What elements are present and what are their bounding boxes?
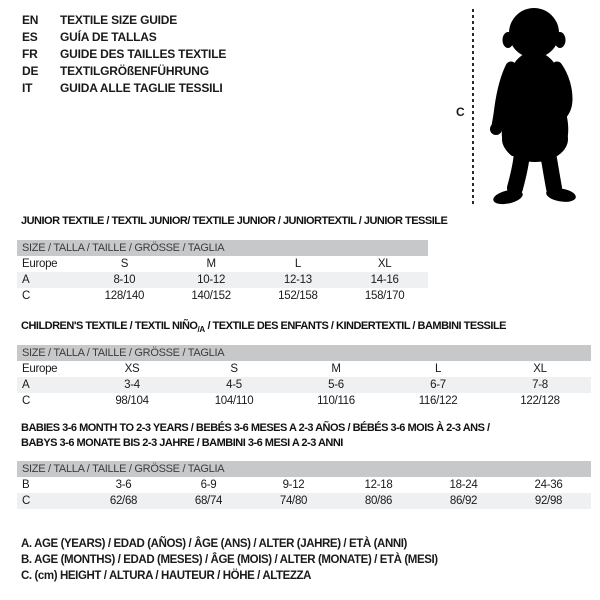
height-cell: 86/92 bbox=[449, 495, 478, 507]
junior-row-height bbox=[17, 288, 428, 304]
language-row-it bbox=[22, 80, 226, 97]
row-label: C bbox=[22, 290, 31, 302]
children-size-header-bar: SIZE / TALLA / TAILLE / GRÖSSE / TAGLIA bbox=[17, 345, 591, 361]
language-title-list bbox=[22, 12, 226, 97]
junior-section-title: JUNIOR TEXTILE / TEXTIL JUNIOR/ TEXTILE JUNIOR / JUNIORTEXTIL / JUNIOR TESSILE bbox=[21, 215, 448, 227]
size-cell: XL bbox=[377, 258, 392, 270]
language-row-de bbox=[22, 63, 226, 80]
age-cell: 7-8 bbox=[532, 379, 548, 391]
size-cell: S bbox=[230, 363, 238, 375]
children-row-height bbox=[17, 393, 591, 409]
age-cell: 6-7 bbox=[430, 379, 446, 391]
months-cell: 24-36 bbox=[534, 479, 563, 491]
months-cell: 9-12 bbox=[282, 479, 305, 491]
children-title-suffix: / TEXTILE DES ENFANTS / KINDERTEXTIL / BAMBINI TESSILE bbox=[204, 320, 506, 332]
age-cell: 8-10 bbox=[113, 274, 136, 286]
babies-section-title bbox=[21, 421, 490, 451]
children-title-prefix: CHILDREN'S TEXTILE / TEXTIL NIÑO bbox=[21, 320, 198, 332]
months-cell: 12-18 bbox=[364, 479, 393, 491]
row-label: Europe bbox=[22, 258, 58, 270]
row-label: B bbox=[22, 479, 30, 491]
size-cell: S bbox=[120, 258, 129, 270]
junior-row-age bbox=[17, 272, 428, 288]
junior-row-europe bbox=[17, 256, 428, 272]
language-row-es bbox=[22, 29, 226, 46]
size-cell: L bbox=[294, 258, 301, 270]
legend-notes bbox=[21, 536, 438, 584]
children-size-table bbox=[17, 345, 591, 409]
row-label: C bbox=[22, 495, 31, 507]
height-cell: 152/158 bbox=[278, 290, 318, 302]
language-code: FR bbox=[22, 47, 38, 61]
note-a-age-years: A. AGE (YEARS) / EDAD (AÑOS) / ÂGE (ANS) / ALTER (JAHRE) / ETÀ (ANNI) bbox=[21, 538, 407, 550]
size-cell: XL bbox=[533, 363, 547, 375]
babies-title-line2: BABYS 3-6 MONATE BIS 2-3 JAHRE / BAMBINI 3-6 MESI A 2-3 ANNI bbox=[21, 437, 343, 449]
age-cell: 5-6 bbox=[328, 379, 344, 391]
height-cell: 116/122 bbox=[418, 395, 458, 407]
size-cell: M bbox=[331, 363, 341, 375]
height-dashed-line bbox=[472, 9, 474, 207]
babies-title-line1: BABIES 3-6 MONTH TO 2-3 YEARS / BEBÉS 3-6 MESES A 2-3 AÑOS / BÉBÉS 3-6 MOIS À 2-3 ANS / bbox=[21, 422, 490, 434]
height-cell: 104/110 bbox=[214, 395, 254, 407]
guide-title-fr: GUIDE DES TAILLES TEXTILE bbox=[60, 47, 227, 61]
babies-row-months bbox=[17, 477, 591, 493]
months-cell: 6-9 bbox=[200, 479, 217, 491]
language-row-en bbox=[22, 12, 226, 29]
guide-title-es: GUÍA DE TALLAS bbox=[60, 30, 157, 44]
age-cell: 4-5 bbox=[226, 379, 242, 391]
guide-title-en: TEXTILE SIZE GUIDE bbox=[60, 13, 178, 27]
row-label: A bbox=[22, 379, 30, 391]
height-measure-c-label: C bbox=[456, 105, 465, 119]
height-cell: 158/170 bbox=[364, 290, 405, 302]
children-section-title bbox=[21, 320, 506, 334]
size-cell: XS bbox=[124, 363, 140, 375]
height-cell: 110/116 bbox=[317, 395, 355, 407]
row-label: A bbox=[22, 274, 30, 286]
language-row-fr bbox=[22, 46, 226, 63]
height-cell: 68/74 bbox=[194, 495, 223, 507]
children-row-europe bbox=[17, 361, 591, 377]
age-cell: 3-4 bbox=[124, 379, 140, 391]
language-code: ES bbox=[22, 30, 38, 44]
note-c-height-cm: C. (cm) HEIGHT / ALTURA / HAUTEUR / HÖHE / ALTEZZA bbox=[21, 570, 312, 582]
babies-row-height bbox=[17, 493, 591, 509]
height-cell: 62/68 bbox=[109, 495, 138, 507]
height-cell: 122/128 bbox=[520, 395, 560, 407]
junior-size-table bbox=[17, 240, 428, 304]
age-cell: 14-16 bbox=[370, 274, 399, 286]
junior-size-header-bar: SIZE / TALLA / TAILLE / GRÖSSE / TAGLIA bbox=[17, 240, 428, 256]
height-cell: 98/104 bbox=[115, 395, 149, 407]
size-cell: M bbox=[206, 258, 216, 270]
height-cell: 92/98 bbox=[534, 495, 563, 507]
guide-title-it: GUIDA ALLE TAGLIE TESSILI bbox=[60, 81, 223, 95]
language-code: IT bbox=[22, 81, 33, 95]
row-label: C bbox=[22, 395, 31, 407]
baby-silhouette-icon bbox=[481, 5, 595, 207]
size-cell: L bbox=[434, 363, 442, 375]
height-cell: 80/86 bbox=[364, 495, 393, 507]
language-code: DE bbox=[22, 64, 39, 78]
months-cell: 3-6 bbox=[115, 479, 132, 491]
row-label: Europe bbox=[22, 363, 58, 375]
babies-size-table bbox=[17, 461, 591, 509]
months-cell: 18-24 bbox=[449, 479, 478, 491]
note-b-age-months: B. AGE (MONTHS) / EDAD (MESES) / ÂGE (MOIS) / ALTER (MONATE) / ETÀ (MESI) bbox=[21, 554, 438, 566]
height-cell: 74/80 bbox=[279, 495, 308, 507]
children-title-subscript: /A bbox=[197, 325, 205, 335]
age-cell: 12-13 bbox=[283, 274, 312, 286]
babies-size-header-bar: SIZE / TALLA / TAILLE / GRÖSSE / TAGLIA bbox=[17, 461, 591, 477]
children-row-age bbox=[17, 377, 591, 393]
age-cell: 10-12 bbox=[197, 274, 226, 286]
language-code: EN bbox=[22, 13, 39, 27]
guide-title-de: TEXTILGRÖßENFÜHRUNG bbox=[60, 64, 209, 78]
height-cell: 128/140 bbox=[104, 290, 145, 302]
height-cell: 140/152 bbox=[191, 290, 231, 302]
